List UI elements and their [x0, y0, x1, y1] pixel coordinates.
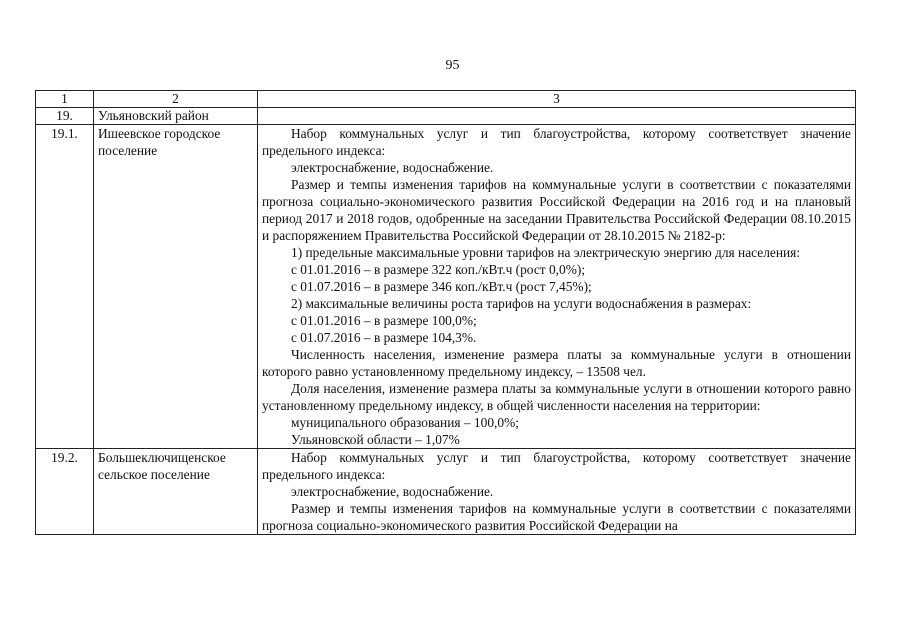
content-paragraph: Ульяновской области – 1,07%: [291, 432, 460, 447]
row-number: 19.2.: [36, 449, 94, 535]
content-paragraph: 1) предельные максимальные уровни тарифов на электрическую энергию для населения:: [291, 245, 801, 260]
content-paragraph: Размер и темпы изменения тарифов на коммунальные услуги в соответствии с показателями прогноза социально-экономического развития Российской Федерации на 2016 год и на плановый период 2017 и 2018 годов, одобренные на заседании Правительства Российской Федерации 08.10.2015 и распоряжением Правительства Российской Федерации от 28.10.2015 № 2182-р:: [262, 177, 851, 243]
content-paragraph: Доля населения, изменение размера платы за коммунальные услуги в отношении которого равно установленному предельному индексу, в общей численности населения на территории:: [262, 381, 851, 413]
content-paragraph: с 01.07.2016 – в размере 104,3%.: [291, 330, 477, 345]
content-paragraph: Численность населения, изменение размера платы за коммунальные услуги в отношении которого равно установленному предельному индексу, – 13508 чел.: [262, 347, 851, 379]
content-paragraph: муниципального образования – 100,0%;: [291, 415, 519, 430]
content-paragraph: Набор коммунальных услуг и тип благоустройства, которому соответствует значение предельного индекса:: [262, 450, 851, 482]
section-empty-cell: [258, 108, 856, 125]
page-number: 95: [445, 58, 460, 73]
row-content: [258, 125, 856, 449]
content-paragraph: электроснабжение, водоснабжение.: [291, 484, 494, 499]
header-col-2: 2: [94, 91, 258, 108]
tariff-table: [35, 90, 856, 535]
table-row: [36, 125, 856, 449]
section-name: Ульяновский район: [94, 108, 258, 125]
content-paragraph: с 01.07.2016 – в размере 346 коп./кВт.ч (рост 7,45%);: [291, 279, 592, 294]
row-content: [258, 449, 856, 535]
settlement-name: Большеключищенское сельское поселение: [94, 449, 258, 535]
content-paragraph: с 01.01.2016 – в размере 322 коп./кВт.ч (рост 0,0%);: [291, 262, 586, 277]
content-paragraph: Размер и темпы изменения тарифов на коммунальные услуги в соответствии с показателями прогноза социально-экономического развития Российской Федерации на: [262, 501, 851, 533]
content-paragraph: 2) максимальные величины роста тарифов на услуги водоснабжения в размерах:: [291, 296, 752, 311]
table-header-row: [36, 91, 856, 108]
content-paragraph: Набор коммунальных услуг и тип благоустройства, которому соответствует значение предельного индекса:: [262, 126, 851, 158]
header-col-3: 3: [258, 91, 856, 108]
table-row: [36, 449, 856, 535]
content-paragraph: электроснабжение, водоснабжение.: [291, 160, 494, 175]
content-paragraph: с 01.01.2016 – в размере 100,0%;: [291, 313, 477, 328]
row-number: 19.1.: [36, 125, 94, 449]
header-col-1: 1: [36, 91, 94, 108]
section-row: [36, 108, 856, 125]
settlement-name: Ишеевское городское поселение: [94, 125, 258, 449]
section-number: 19.: [36, 108, 94, 125]
